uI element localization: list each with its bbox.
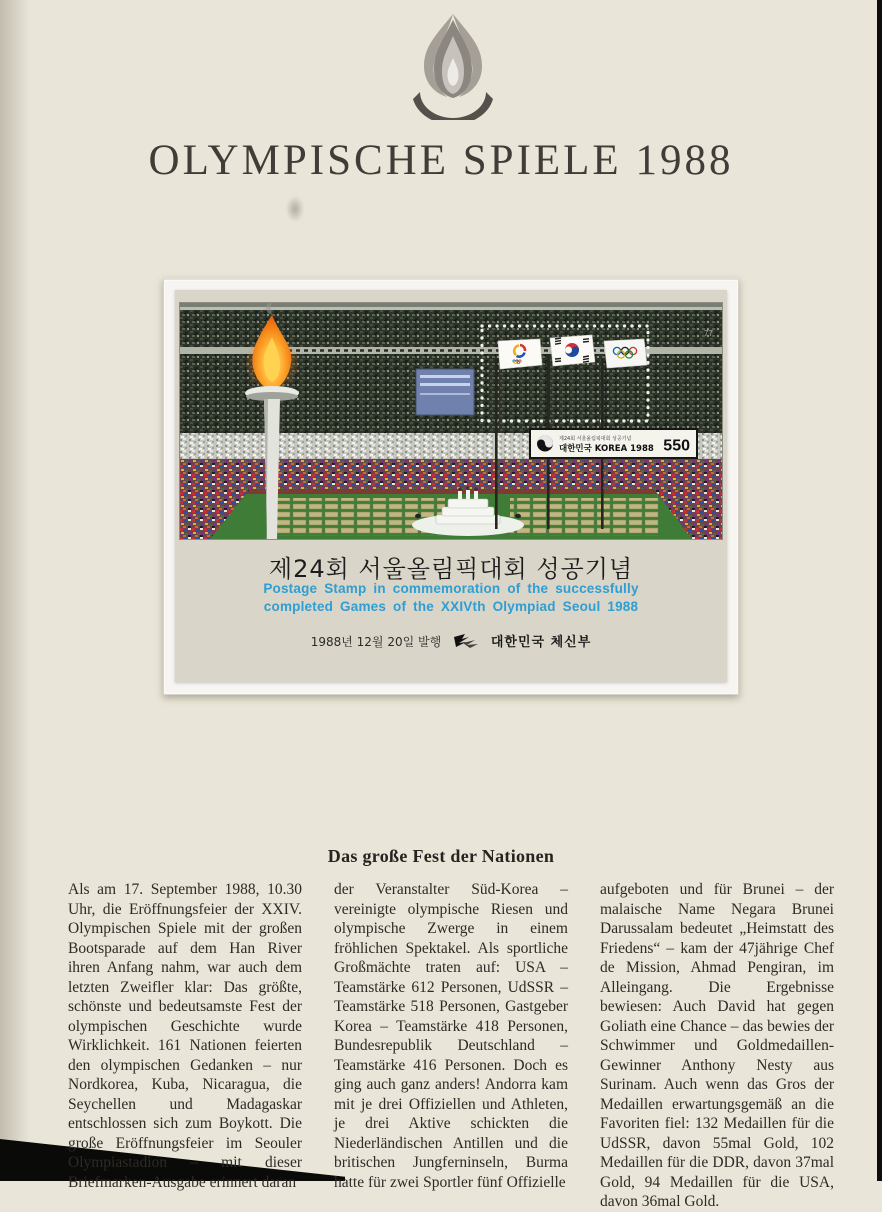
flame-icon [411,8,495,120]
issue-date: 1988년 12월 20일 발행 [310,635,442,649]
issue-line [175,631,727,651]
paper-smudge [286,196,304,222]
stadium-photo [180,303,722,539]
article-column-2: der Veranstalter Süd-Korea – vereinigte olympische Riesen und olympische Zwerge in einem fröhlichen Spektakel. Als sportliche Großmächte traten auf: USA – Teamstärke 612 Personen, UdSSR – Teamstärke 518 Personen, Gastgeber Korea – Teamstärke 418 Personen, Bundesrepublik Deutschland – Teamstärke 416 Personen. Doch es ging auch ganz anders! Andorra kam mit je drei Offiziellen und Athleten, je drei Aktive schickten die Niederländischen Antillen und die britischen Jungferninseln, Burma hatte für zwei Sportler fünf Offizielle [334,881,568,1191]
issuing-authority: 대한민국 체신부 [490,635,592,650]
stamp-mount [163,278,739,695]
souvenir-sheet [175,290,727,682]
olympic-flame-logo [411,8,495,120]
article-column-1: Als am 17. September 1988, 10.30 Uhr, die Eröffnungsfeier der XXIV. Olympischen Spiele mit der großen Bootsparade auf dem Han River ihren Anfang nahm, war auch dem letzten Zweifler klar: Das größte, schönste und bedeutsamste Fest der olympischen Geschichte wurde Wirklichkeit. 161 Nationen feierten den olympischen Gedanken – nur Nordkorea, Kuba, Nicaragua, die Seychellen und Madagaskar entschlossen sich zum Boykott. Die große Eröffnungsfeier im Seouler Olympiastadion – mit dieser Briefmarken-Ausgabe erinnert daran [68,881,302,1191]
stamp-denomination: 550 [663,437,690,455]
olympic-rings-flag [604,339,647,368]
article-columns [68,880,838,1212]
korea-post-emblem-icon [453,634,479,651]
flag-bearer-crowd [180,459,722,489]
seoul-emblem-flag [498,339,542,369]
page-title: OLYMPISCHE SPIELE 1988 [148,137,734,184]
article-column-3: aufgeboten und für Brunei – der malaische Name Negara Brunei Darussalam bedeutet „Heimstatt des Friedens“ – kam der 47jährige Chef de Mission, Ahmad Pengiran, im Alleingang. Die Ergebnisse bewiesen: Auch David hat gegen Goliath eine Chance – das bewies der Schwimmer und Goldmedaillen-Gewinner Anthony Nesty aus Surinam. Auch wenn das Gros der Medaillen erwartungsgemäß an die Favoriten fiel: 132 Medaillen für die UdSSR, davon 55mal Gold, 102 Medaillen für die DDR, davon 37mal Gold, 94 Medaillen für die USA, davon 36mal Gold. [600,881,834,1211]
stamp-label-country: 대한민국 KOREA 1988 [559,444,654,454]
stamp-label-title: 제24회 서울올림픽대회 성공기념 [559,436,632,442]
sheet-caption-english-line1: Postage Stamp in commemoration of the successfully [263,581,639,596]
article-heading: Das große Fest der Nationen [327,846,555,866]
south-korea-flag [550,335,595,366]
sheet-caption-english-line2: completed Games of the XXIVth Olympiad Seoul 1988 [263,599,639,614]
sheet-title-korean: 제24회 서울올림픽대회 성공기념 [268,555,634,583]
stadium-section-sign: 77 [704,329,713,338]
stamp-label-bar [530,429,697,458]
